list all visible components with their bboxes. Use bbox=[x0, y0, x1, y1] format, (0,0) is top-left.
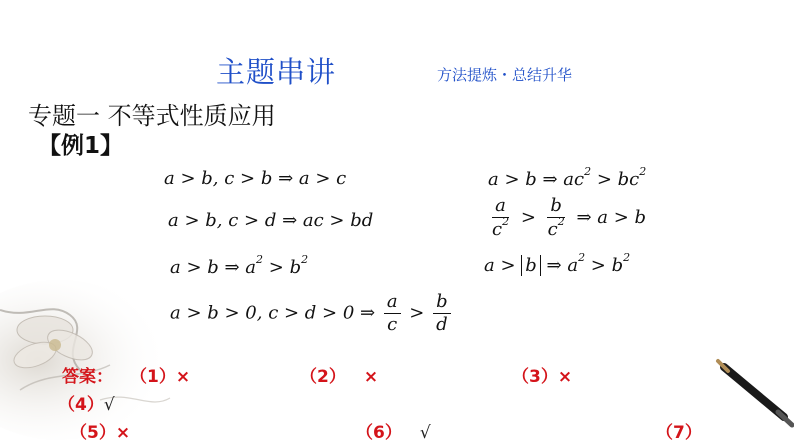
answer-6: （6） √ bbox=[356, 423, 431, 443]
statement-2: a > b ⇒ $ac^2 > bc^2$ bbox=[488, 165, 647, 190]
brush-pen-decoration bbox=[714, 357, 794, 447]
answer-label: 答案： bbox=[62, 367, 113, 387]
statement-7: a > b > 0, c > d > 0 ⇒ $\frac{a}{c}$ > $\frac{b}{d}$ bbox=[170, 292, 454, 335]
answer-3: （3）× bbox=[512, 367, 573, 387]
answer-4: （4）√ bbox=[58, 395, 115, 415]
answer-5: （5）× bbox=[70, 423, 131, 443]
statement-1: a > b, c > b ⇒ a > c bbox=[164, 168, 347, 189]
answer-1: （1）× bbox=[130, 367, 191, 387]
statement-3: $\frac{a}{c^2}$ > $\frac{b}{c^2}$ ⇒ a > b bbox=[492, 195, 647, 240]
page-title: 主题串讲 bbox=[216, 55, 337, 89]
topic-heading: 专题一 不等式性质应用 bbox=[28, 102, 276, 130]
statement-5: a > b, c > d ⇒ ac > bd bbox=[168, 210, 374, 231]
answer-2: （2） × bbox=[300, 367, 379, 387]
answer-7: （7） bbox=[656, 423, 702, 443]
statement-4: a > b ⇒ $a^2 > b^2$ bbox=[484, 251, 631, 276]
page-subtitle: 方法提炼・总结升华 bbox=[437, 66, 573, 84]
example-label: 【例1】 bbox=[38, 133, 124, 159]
statement-6: a > b ⇒ $a^2 > b^2$ bbox=[170, 253, 309, 278]
